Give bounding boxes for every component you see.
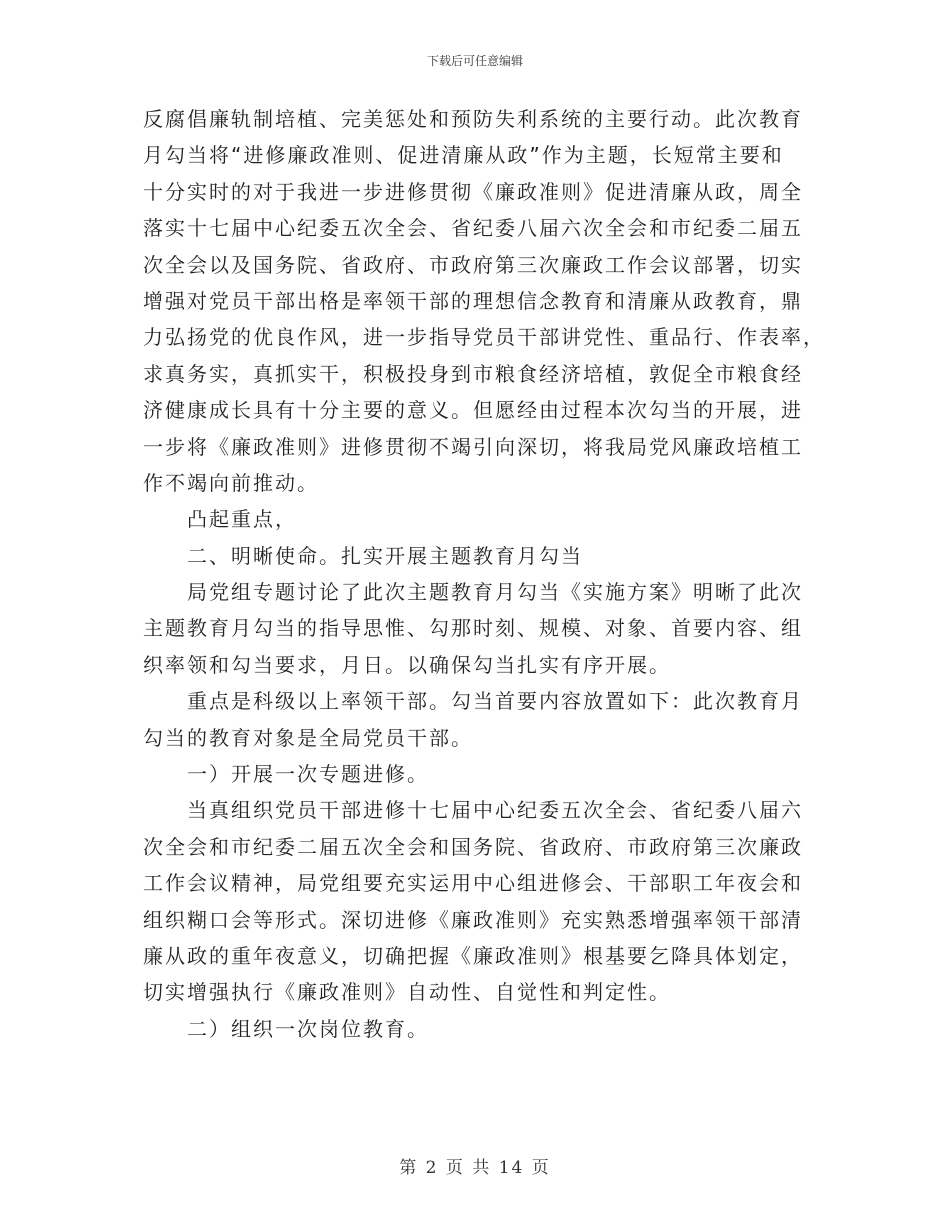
text-line: 反腐倡廉轨制培植、完美惩处和预防失利系统的主要行动。此次教育 xyxy=(143,107,803,131)
text-line: 作不竭向前推动。 xyxy=(143,470,319,495)
text-line: 济健康成长具有十分主要的意义。但愿经由过程本次勾当的开展，进 xyxy=(143,398,803,423)
text-line: 二）组织一次岗位教育。 xyxy=(187,1016,429,1041)
text-line: 勾当的教育对象是全局党员干部。 xyxy=(143,725,473,750)
text-line: 织率领和勾当要求，月日。以确保勾当扎实有序开展。 xyxy=(143,652,671,677)
text-line: 次全会以及国务院、省政府、市政府第三次廉政工作会议部署，切实 xyxy=(143,252,803,277)
text-line: 一步将《廉政准则》进修贯彻不竭引向深切，将我局党风廉政培植工 xyxy=(143,434,803,459)
text-line: 增强对党员干部出格是率领干部的理想信念教育和清廉从政教育，鼎 xyxy=(143,288,803,313)
text-line: 落实十七届中心纪委五次全会、省纪委八届六次全会和市纪委二届五 xyxy=(143,216,803,241)
text-line: 次全会和市纪委二届五次全会和国务院、省政府、市政府第三次廉政 xyxy=(143,834,803,859)
text-line: 月勾当将“进修廉政准则、促进清廉从政”作为主题，长短常主要和 xyxy=(143,143,784,168)
text-line: 局党组专题讨论了此次主题教育月勾当《实施方案》明晰了此次 xyxy=(187,580,803,605)
text-line: 廉从政的重年夜意义，切确把握《廉政准则》根基要乞降具体划定， xyxy=(143,943,803,968)
text-line: 求真务实，真抓实干，积极投身到市粮食经济培植，敦促全市粮食经 xyxy=(143,361,803,386)
text-line: 凸起重点， xyxy=(187,507,297,532)
text-line: 组织糊口会等形式。深切进修《廉政准则》充实熟悉增强率领干部清 xyxy=(143,907,803,932)
text-line: 力弘扬党的优良作风，进一步指导党员干部讲党性、重品行、作表率， xyxy=(143,325,825,350)
text-line: 工作会议精神，局党组要充实运用中心组进修会、干部职工年夜会和 xyxy=(143,871,803,896)
text-line: 主题教育月勾当的指导思惟、勾那时刻、规模、对象、首要内容、组 xyxy=(143,616,803,641)
text-line: 十分实时的对于我进一步进修贯彻《廉政准则》促进清廉从政，周全 xyxy=(143,179,803,204)
text-line: 当真组织党员干部进修十七届中心纪委五次全会、省纪委八届六 xyxy=(187,798,803,823)
page-header-note: 下载后可任意编辑 xyxy=(426,54,523,68)
page-number-footer: 第 2 页 共 14 页 xyxy=(399,1158,551,1178)
text-line: 重点是科级以上率领干部。勾当首要内容放置如下：此次教育月 xyxy=(187,689,803,714)
text-line: 二、明晰使命。扎实开展主题教育月勾当 xyxy=(187,543,583,568)
text-line: 切实增强执行《廉政准则》自动性、自觉性和判定性。 xyxy=(143,980,671,1005)
text-line: 一）开展一次专题进修。 xyxy=(187,762,429,787)
document-body xyxy=(143,101,825,1047)
